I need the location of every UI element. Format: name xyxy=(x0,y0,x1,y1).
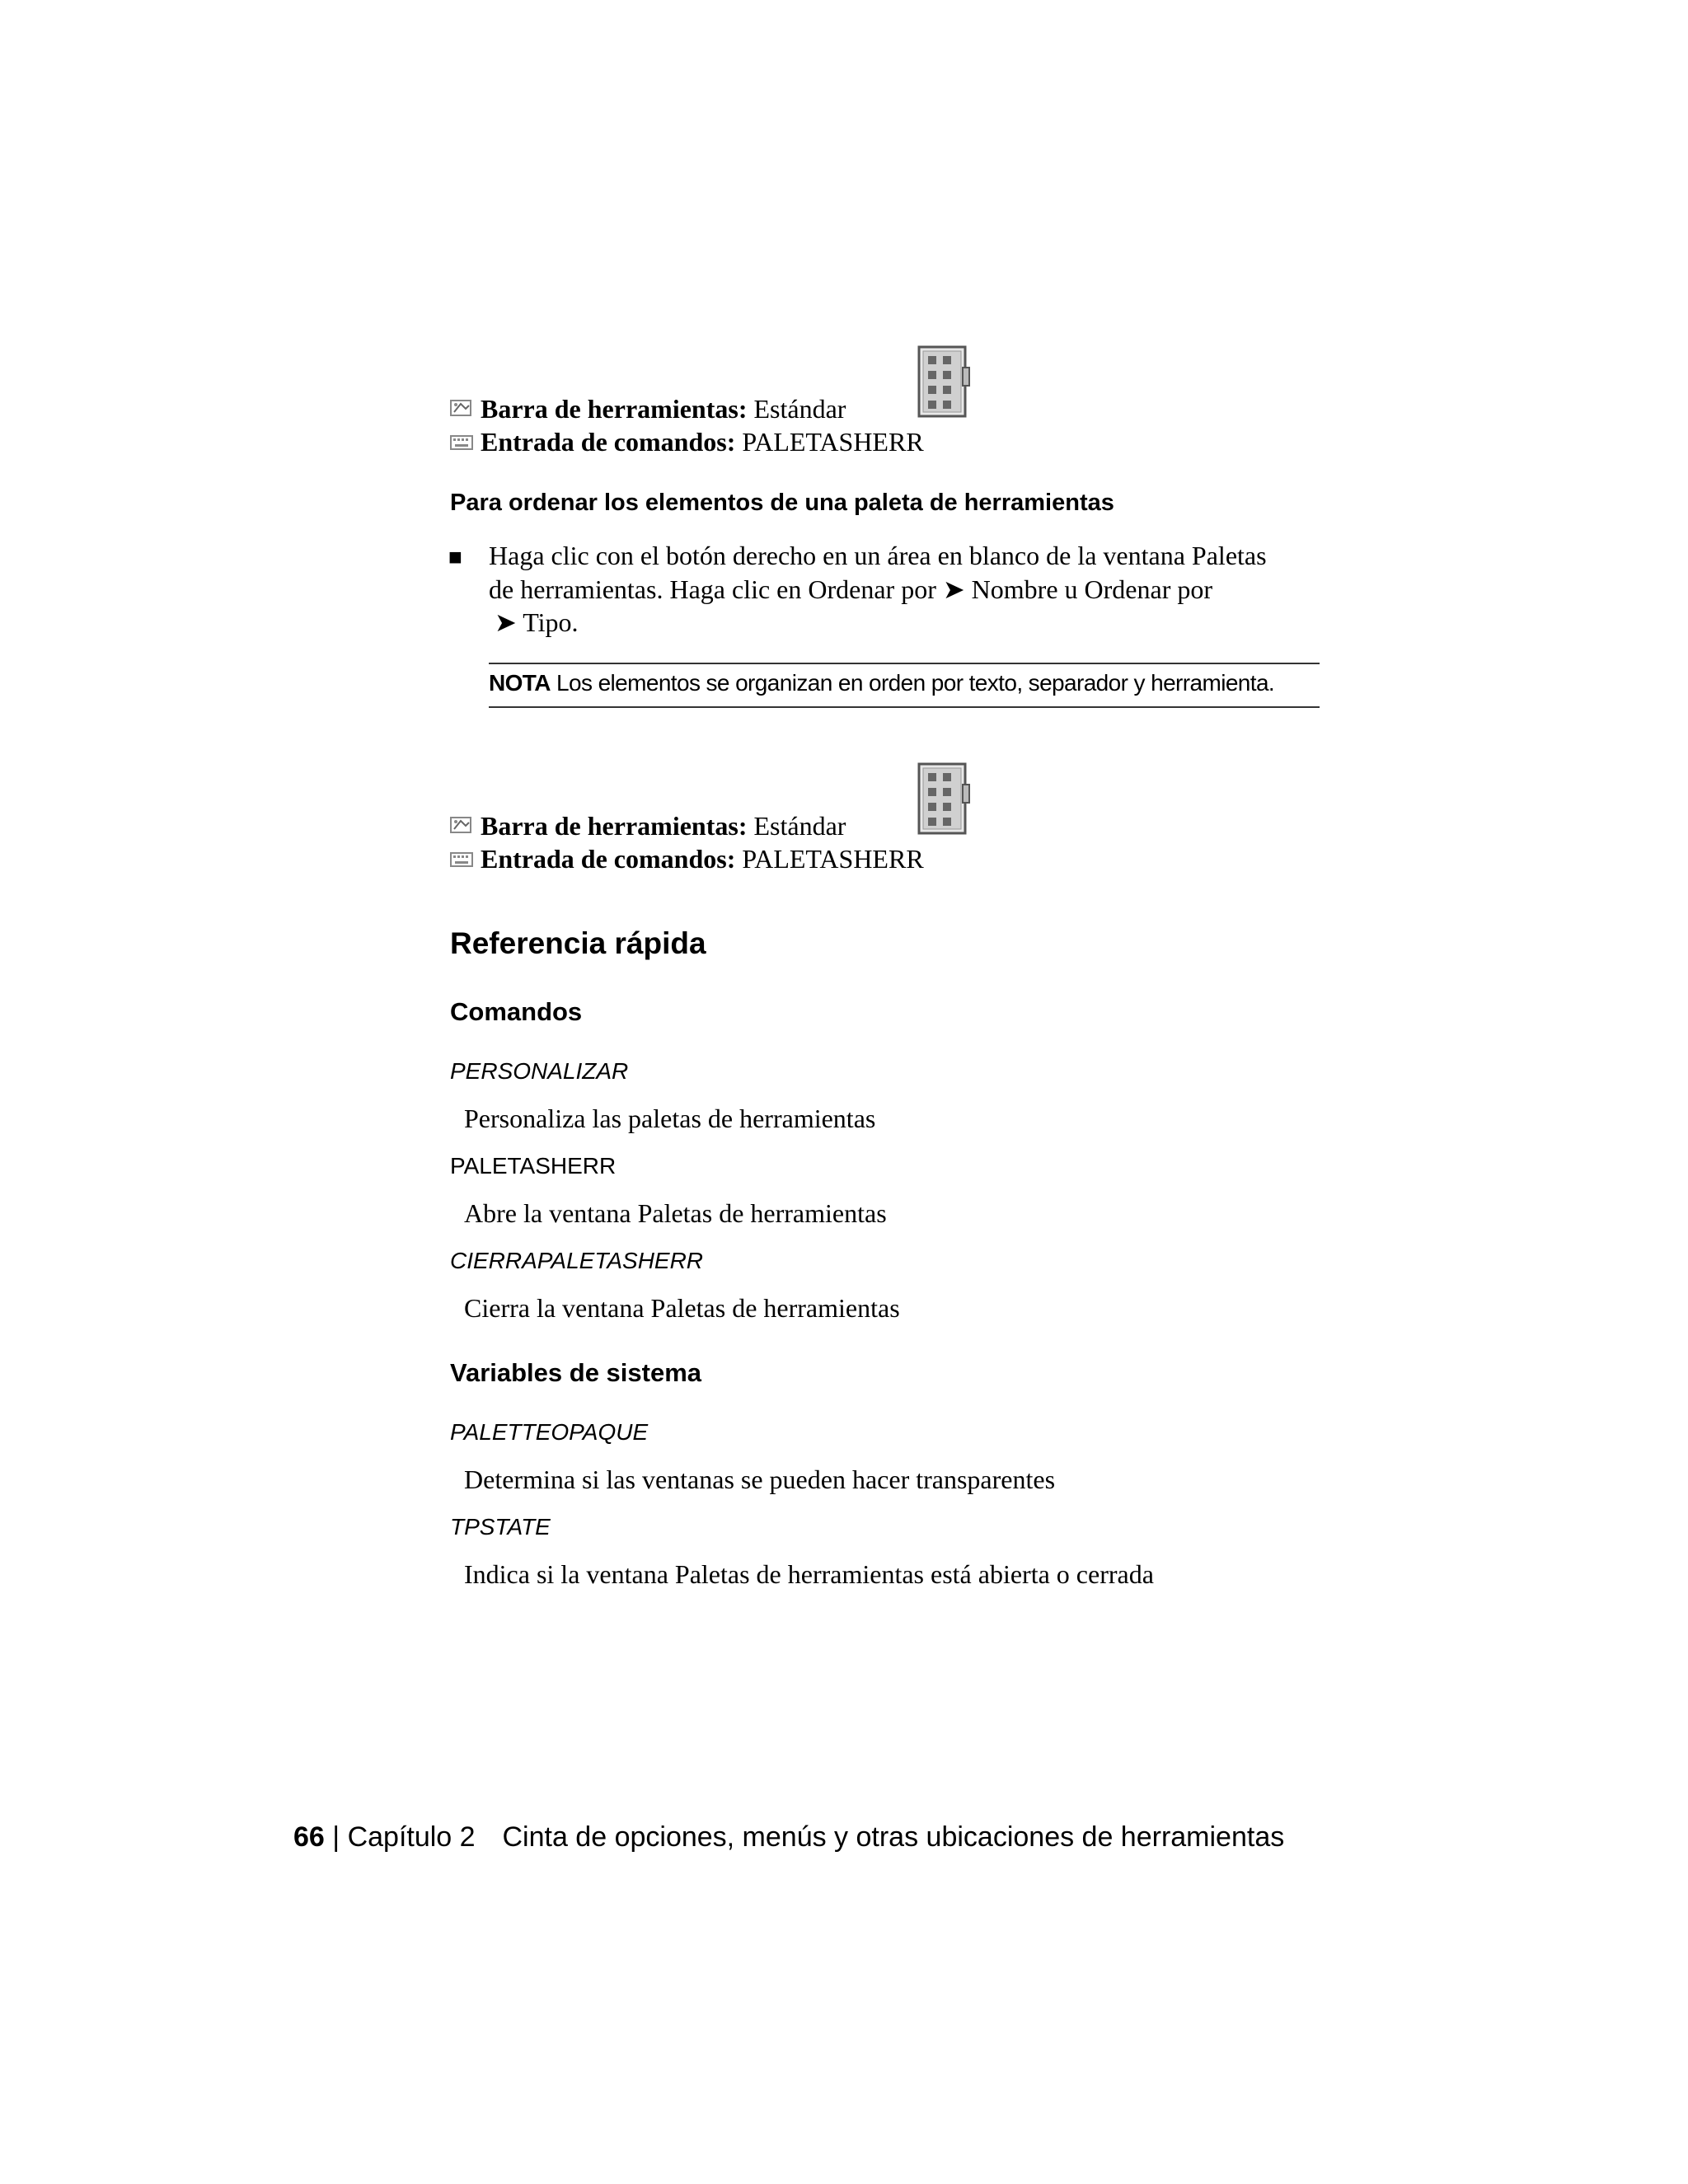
command-label: Entrada de comandos: xyxy=(481,427,736,457)
command-name: PALETASHERR xyxy=(450,1153,617,1179)
command-desc: Abre la ventana Paletas de herramientas xyxy=(464,1198,887,1228)
footer-separator: | xyxy=(332,1821,340,1853)
note-label: NOTA xyxy=(489,670,551,696)
section-title: Referencia rápida xyxy=(450,926,706,960)
note-text: Los elementos se organizan en orden por texto, separador y herramienta. xyxy=(556,670,1275,696)
command-name: PERSONALIZAR xyxy=(450,1058,629,1084)
step-text-line3: ➤ Tipo. xyxy=(495,607,579,637)
command-desc: Personaliza las paletas de herramientas xyxy=(464,1104,876,1133)
procedure-heading: Para ordenar los elementos de una paleta de herramientas xyxy=(450,490,1114,516)
step-text-line2: de herramientas. Haga clic en Ordenar por ➤ Nombre u Ordenar por xyxy=(489,574,1212,604)
sysvar-name: PALETTEOPAQUE xyxy=(450,1419,649,1445)
command-value: PALETASHERR xyxy=(742,427,924,457)
command-line xyxy=(481,844,924,874)
toolbar-value: Estándar xyxy=(753,811,846,841)
toolbar-icon xyxy=(449,397,474,419)
toolbar-label: Barra de herramientas: xyxy=(481,394,748,424)
page-number: 66 xyxy=(293,1821,325,1853)
keyboard-icon xyxy=(449,849,474,870)
sysvar-desc: Determina si las ventanas se pueden hacer transparentes xyxy=(464,1465,1056,1494)
toolbar-value: Estándar xyxy=(753,394,846,424)
keyboard-icon xyxy=(449,432,474,453)
command-name: CIERRAPALETASHERR xyxy=(450,1248,704,1273)
toolbar-icon xyxy=(449,814,474,836)
page-footer xyxy=(293,1821,1284,1854)
note-rule-top xyxy=(489,663,1320,664)
command-desc: Cierra la ventana Paletas de herramientas xyxy=(464,1293,900,1323)
chapter-label: Capítulo 2 xyxy=(347,1821,476,1853)
note xyxy=(489,670,1274,696)
step-text-line1: Haga clic con el botón derecho en un área en blanco de la ventana Paletas xyxy=(489,541,1267,570)
tool-palette-icon xyxy=(917,344,971,420)
sysvar-name: TPSTATE xyxy=(450,1514,551,1540)
command-line xyxy=(481,427,924,457)
toolbar-line xyxy=(481,811,846,841)
bullet-square: ■ xyxy=(448,544,462,569)
toolbar-line xyxy=(481,394,846,424)
commands-heading: Comandos xyxy=(450,997,583,1026)
toolbar-label: Barra de herramientas: xyxy=(481,811,748,841)
sysvar-desc: Indica si la ventana Paletas de herramientas está abierta o cerrada xyxy=(464,1559,1154,1589)
note-rule-bottom xyxy=(489,706,1320,708)
chapter-title: Cinta de opciones, menús y otras ubicaciones de herramientas xyxy=(502,1821,1285,1853)
command-label: Entrada de comandos: xyxy=(481,844,736,874)
tool-palette-icon xyxy=(917,762,971,837)
command-value: PALETASHERR xyxy=(742,844,924,874)
sysvars-heading: Variables de sistema xyxy=(450,1358,702,1387)
